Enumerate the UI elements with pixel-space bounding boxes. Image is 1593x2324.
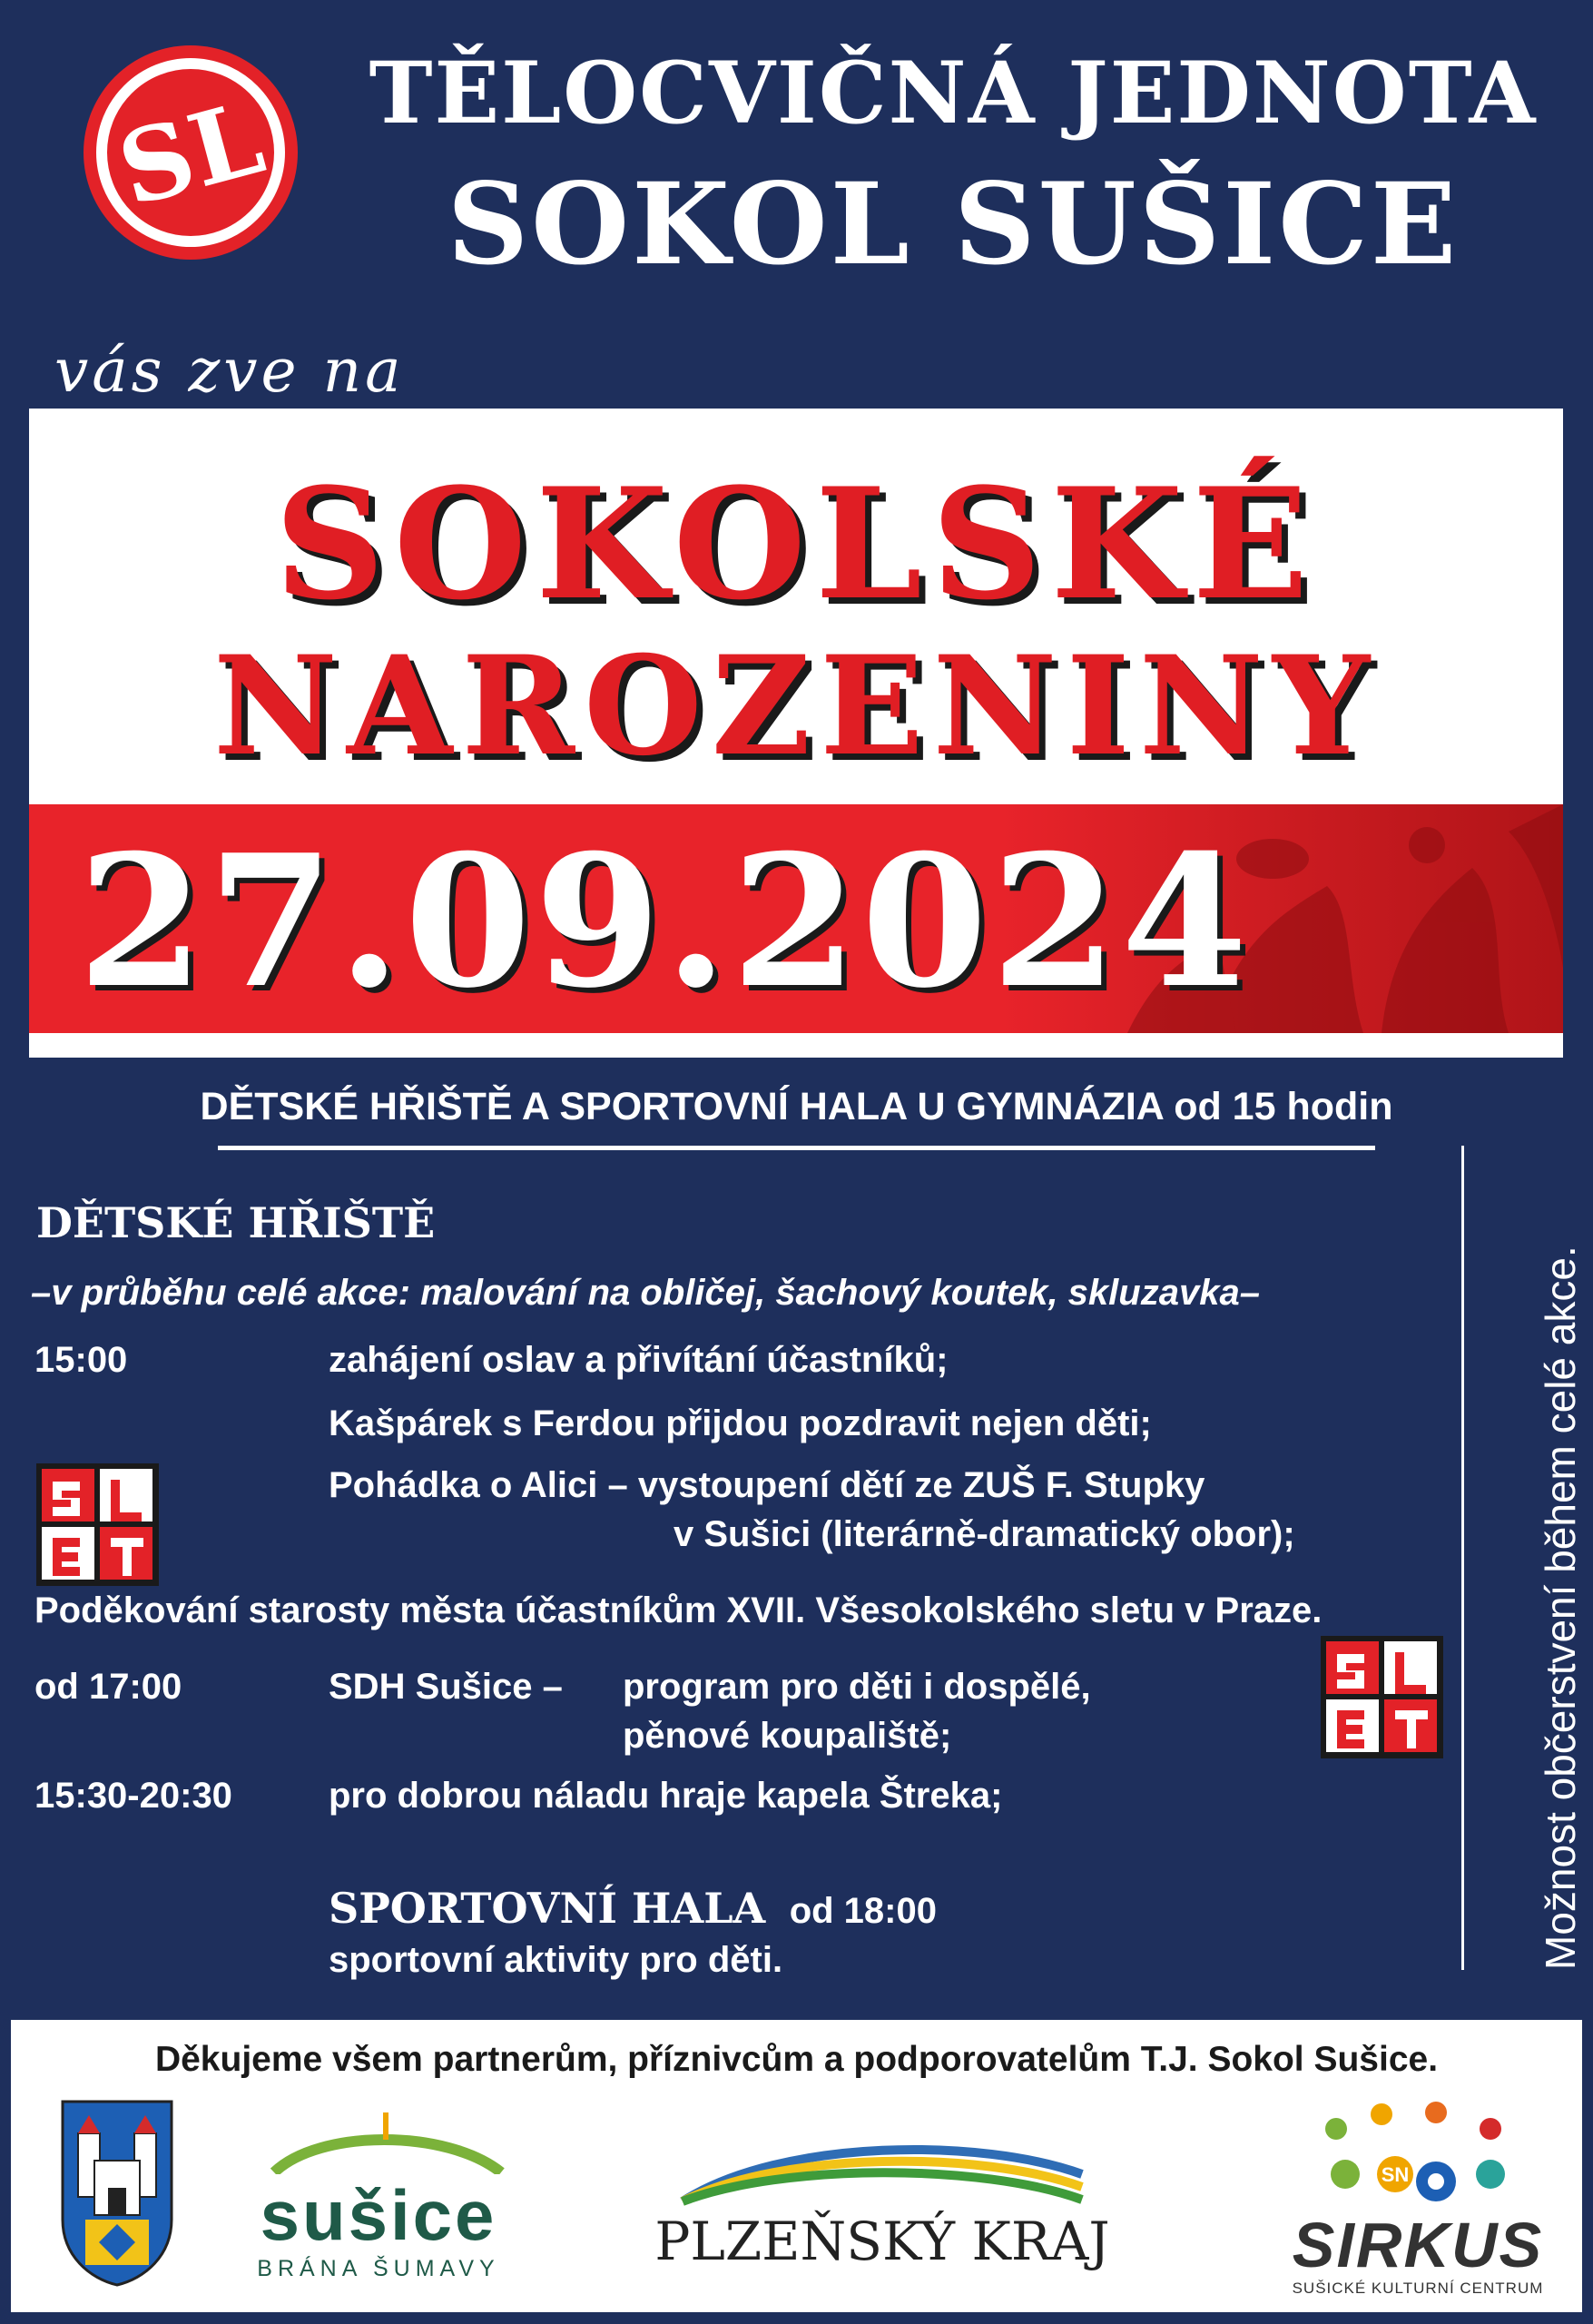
sokol-logo — [82, 44, 300, 261]
schedule-time: 15:00 — [34, 1340, 128, 1380]
sirkus-logo — [1273, 2102, 1563, 2301]
invite-text: vás zve na — [54, 336, 405, 406]
susice-coat-of-arms-icon — [58, 2097, 176, 2288]
schedule-text: Kašpárek s Ferdou přijdou pozdravit nejen děti; — [329, 1403, 1152, 1443]
schedule-who: SDH Sušice – — [329, 1667, 563, 1707]
schedule-time: od 17:00 — [34, 1667, 182, 1707]
date-band — [29, 804, 1563, 1033]
svg-text:SL: SL — [106, 78, 275, 230]
susice-tagline: BRÁNA ŠUMAVY — [257, 2256, 500, 2281]
playground-note: –v průběhu celé akce: malování na obličej, šachový koutek, skluzavka– — [31, 1273, 1260, 1313]
org-name-line2: SOKOL SUŠICE — [447, 159, 1460, 290]
divider — [218, 1146, 1375, 1150]
susice-city-logo — [229, 2111, 528, 2301]
schedule-text: Pohádka o Alici – vystoupení dětí ze ZUŠ F. Stupky — [329, 1465, 1205, 1505]
thanks-line: Poděkování starosty města účastníkům XVII. Všesokolského sletu v Praze. — [34, 1590, 1323, 1630]
hall-section — [329, 1884, 937, 1981]
schedule-text: program pro děti i dospělé, — [623, 1667, 1091, 1707]
schedule-text: pěnové koupaliště; — [623, 1716, 952, 1756]
susice-name: sušice — [260, 2175, 497, 2255]
schedule-time: 15:30-20:30 — [34, 1776, 232, 1816]
slet-logo-icon — [36, 1463, 159, 1586]
event-date: 27.09.2024 — [77, 815, 1252, 1029]
playground-heading: DĚTSKÉ HŘIŠTĚ — [36, 1198, 436, 1247]
svg-text:SN: SN — [1381, 2163, 1410, 2186]
sirkus-name: SIRKUS — [1292, 2210, 1544, 2280]
event-title-line2: NAROZENINY — [212, 626, 1380, 786]
plzensky-kraj-logo — [628, 2120, 1136, 2283]
sirkus-tagline: SUŠICKÉ KULTURNÍ CENTRUM — [1292, 2280, 1544, 2297]
refreshments-note: Možnost občerstvení během celé akce. — [1537, 1246, 1584, 1970]
partners-thanks: Děkujeme všem partnerům, příznivcům a podporovatelům T.J. Sokol Sušice. — [154, 2040, 1439, 2079]
schedule-text: zahájení oslav a přivítání účastníků; — [329, 1340, 949, 1380]
schedule-text: v Sušici (literárně-dramatický obor); — [674, 1514, 1295, 1554]
slet-logo-icon — [1321, 1636, 1443, 1758]
sirkus-icons — [1309, 2102, 1527, 2211]
hall-heading: SPORTOVNÍ HALA — [329, 1884, 766, 1933]
susice-arc-icon — [265, 2111, 510, 2174]
kraj-stripes-icon — [674, 2129, 1091, 2211]
org-name-line1: TĚLOCVIČNÁ JEDNOTA — [369, 44, 1538, 143]
event-venue: DĚTSKÉ HŘIŠTĚ A SPORTOVNÍ HALA U GYMNÁZIA od 15 hodin — [200, 1085, 1393, 1128]
schedule-text: pro dobrou náladu hraje kapela Štreka; — [329, 1776, 1003, 1816]
partners-footer — [11, 2020, 1582, 2312]
event-title-line1: SOKOLSKÉ — [274, 454, 1318, 634]
sidebar-divider — [1461, 1146, 1464, 1970]
kraj-name: PLZEŇSKÝ KRAJ — [654, 2211, 1110, 2272]
event-title-box — [29, 409, 1563, 1058]
hall-time: od 18:00 — [789, 1891, 937, 1931]
hall-text: sportovní aktivity pro děti. — [329, 1940, 783, 1980]
